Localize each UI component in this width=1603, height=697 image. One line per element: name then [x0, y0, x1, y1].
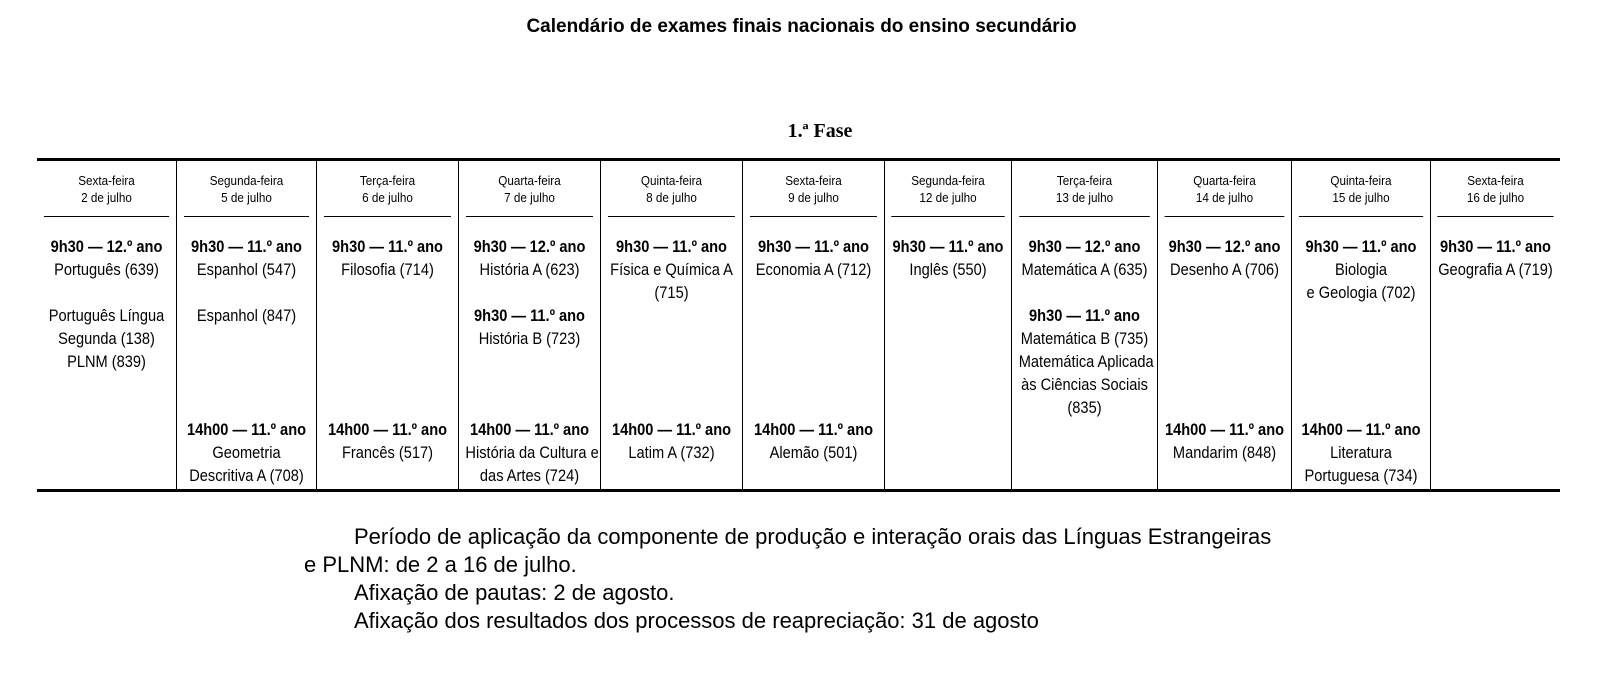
- day-column: [600, 161, 742, 489]
- weekday-label: Terça-feira: [1056, 172, 1113, 188]
- day-header: [1437, 161, 1553, 217]
- exam-time: 9h30 — 11.º ano: [332, 237, 443, 256]
- day-header: [750, 161, 877, 217]
- reappraisal-posting-note: Afixação dos resultados dos processos de reapreciação: 31 de agosto: [354, 608, 1039, 633]
- exam-subject: Inglês (550): [909, 260, 987, 279]
- exam-time: 9h30 — 12.º ano: [473, 237, 586, 256]
- morning-exam-block: [1298, 235, 1424, 304]
- exam-subject: PLNM (839): [67, 352, 146, 371]
- weekday-label: Segunda-feira: [209, 172, 284, 188]
- exam-subject: Latim A (732): [628, 443, 715, 462]
- morning-exam-block: [1437, 235, 1555, 281]
- exam-subject: Portuguesa (734): [1304, 466, 1418, 485]
- day-column: [1011, 161, 1157, 489]
- exam-subject: Francês (517): [341, 443, 433, 462]
- morning-exam-block: [1164, 235, 1285, 281]
- exam-time: 9h30 — 12.º ano: [1168, 237, 1281, 256]
- weekday-label: Quinta-feira: [1330, 172, 1392, 188]
- phase-heading: 1.ª Fase: [787, 120, 853, 142]
- exam-time: 9h30 — 11.º ano: [1440, 237, 1551, 256]
- exam-subject: Português (639): [54, 260, 159, 279]
- exam-subject: Biologia: [1334, 260, 1388, 279]
- morning-exam-block: [323, 235, 451, 281]
- exam-subject: Geografia A (719): [1438, 260, 1553, 279]
- day-column: [884, 161, 1011, 489]
- exam-time: 14h00 — 11.º ano: [327, 420, 448, 439]
- exam-subject: Mandarim (848): [1172, 443, 1277, 462]
- day-column: [176, 161, 316, 489]
- afternoon-exam-block: [607, 418, 735, 464]
- exam-time: 9h30 — 11.º ano: [1305, 237, 1417, 256]
- day-column: [742, 161, 884, 489]
- exam-subject: Economia A (712): [755, 260, 872, 279]
- exam-calendar-table: [37, 158, 1560, 492]
- date-label: 6 de julho: [362, 189, 413, 205]
- day-header: [608, 161, 735, 217]
- grades-posting-note: Afixação de pautas: 2 de agosto.: [354, 580, 675, 605]
- exam-time: 14h00 — 11.º ano: [1301, 420, 1421, 439]
- exam-subject: Literatura: [1330, 443, 1392, 462]
- day-column: [316, 161, 458, 489]
- day-column: [37, 161, 176, 489]
- day-header: [324, 161, 451, 217]
- date-label: 5 de julho: [221, 189, 272, 205]
- oral-period-note: Período de aplicação da componente de produção e interação orais das Línguas Estrangeiras: [354, 524, 1272, 549]
- day-header: [184, 161, 309, 217]
- exam-subject: às Ciências Sociais: [1021, 375, 1148, 394]
- exam-subject: Descritiva A (708): [189, 466, 304, 485]
- exam-time: 9h30 — 12.º ano: [50, 237, 163, 256]
- exam-subject: História B (723): [478, 329, 581, 348]
- day-header: [466, 161, 593, 217]
- weekday-label: Terça-feira: [359, 172, 416, 188]
- exam-subject: Geometria: [212, 443, 281, 462]
- day-header: [1165, 161, 1285, 217]
- weekday-label: Quarta-feira: [498, 172, 561, 188]
- date-label: 7 de julho: [504, 189, 555, 205]
- exam-subject: Matemática Aplicada: [1018, 352, 1154, 371]
- date-label: 2 de julho: [81, 189, 132, 205]
- morning-exam-block: [607, 235, 735, 304]
- exam-subject: Segunda (138): [58, 329, 155, 348]
- exam-subject: das Artes (724): [479, 466, 580, 485]
- date-label: 14 de julho: [1195, 189, 1254, 205]
- document-title: Calendário de exames finais nacionais do ensino secundário: [526, 16, 1077, 37]
- exam-subject: História A (623): [479, 260, 580, 279]
- exam-subject: Alemão (501): [769, 443, 858, 462]
- exam-time: 14h00 — 11.º ano: [753, 420, 874, 439]
- exam-subject: Matemática B (735): [1020, 329, 1149, 348]
- afternoon-exam-block: [1298, 418, 1424, 487]
- weekday-label: Sexta-feira: [1467, 172, 1524, 188]
- exam-time: 9h30 — 11.º ano: [474, 306, 585, 325]
- weekday-label: Sexta-feira: [785, 172, 842, 188]
- exam-subject: (835): [1067, 398, 1102, 417]
- morning-exam-block: [890, 235, 1005, 281]
- exam-subject: Espanhol (847): [196, 306, 297, 325]
- exam-subject: Física e Química A: [610, 260, 733, 279]
- afternoon-exam-block: [323, 418, 451, 464]
- notes-section: [304, 523, 1271, 635]
- afternoon-exam-block: [465, 418, 599, 487]
- day-column: [1291, 161, 1430, 489]
- day-header: [891, 161, 1004, 217]
- exam-subject: (715): [654, 283, 689, 302]
- exam-time: 14h00 — 11.º ano: [1164, 420, 1285, 439]
- exam-time: 14h00 — 11.º ano: [186, 420, 307, 439]
- day-header: [1019, 161, 1150, 217]
- exam-subject: [183, 281, 309, 304]
- exam-subject: e Geologia (702): [1306, 283, 1416, 302]
- exam-subject: [43, 281, 169, 304]
- date-label: 13 de julho: [1055, 189, 1114, 205]
- exam-time: 9h30 — 12.º ano: [1028, 237, 1141, 256]
- date-label: 15 de julho: [1332, 189, 1390, 205]
- afternoon-exam-block: [183, 418, 309, 487]
- exam-time: 9h30 — 11.º ano: [1029, 306, 1140, 325]
- exam-subject: História da Cultura e: [465, 443, 599, 462]
- second-morning-exam-block: [465, 304, 593, 350]
- weekday-label: Sexta-feira: [78, 172, 135, 188]
- exam-subject: Matemática A (635): [1021, 260, 1148, 279]
- date-label: 12 de julho: [919, 189, 977, 205]
- exam-time: 9h30 — 11.º ano: [758, 237, 869, 256]
- second-morning-exam-block: [1018, 304, 1154, 419]
- oral-period-note-continued: e PLNM: de 2 a 16 de julho.: [304, 552, 577, 577]
- exam-subject: Filosofia (714): [341, 260, 434, 279]
- day-header: [1299, 161, 1423, 217]
- weekday-label: Segunda-feira: [911, 172, 985, 188]
- day-column: [1430, 161, 1560, 489]
- exam-time: 14h00 — 11.º ano: [611, 420, 732, 439]
- day-column: [1157, 161, 1291, 489]
- weekday-label: Quarta-feira: [1193, 172, 1256, 188]
- morning-exam-block: [1019, 235, 1151, 281]
- morning-exam-block: [749, 235, 877, 281]
- morning-exam-block: [465, 235, 593, 281]
- exam-time: 14h00 — 11.º ano: [469, 420, 590, 439]
- exam-subject: Desenho A (706): [1170, 260, 1279, 279]
- date-label: 8 de julho: [646, 189, 697, 205]
- weekday-label: Quinta-feira: [640, 172, 703, 188]
- date-label: 9 de julho: [788, 189, 839, 205]
- morning-exam-block: [43, 235, 169, 373]
- day-header: [44, 161, 169, 217]
- exam-time: 9h30 — 11.º ano: [892, 237, 1004, 256]
- exam-subject: Espanhol (547): [196, 260, 297, 279]
- afternoon-exam-block: [1164, 418, 1285, 464]
- date-label: 16 de julho: [1466, 189, 1525, 205]
- morning-exam-block: [183, 235, 309, 327]
- exam-time: 9h30 — 11.º ano: [616, 237, 727, 256]
- exam-time: 9h30 — 11.º ano: [191, 237, 302, 256]
- exam-subject: Português Língua: [48, 306, 165, 325]
- day-column: [458, 161, 600, 489]
- afternoon-exam-block: [749, 418, 877, 464]
